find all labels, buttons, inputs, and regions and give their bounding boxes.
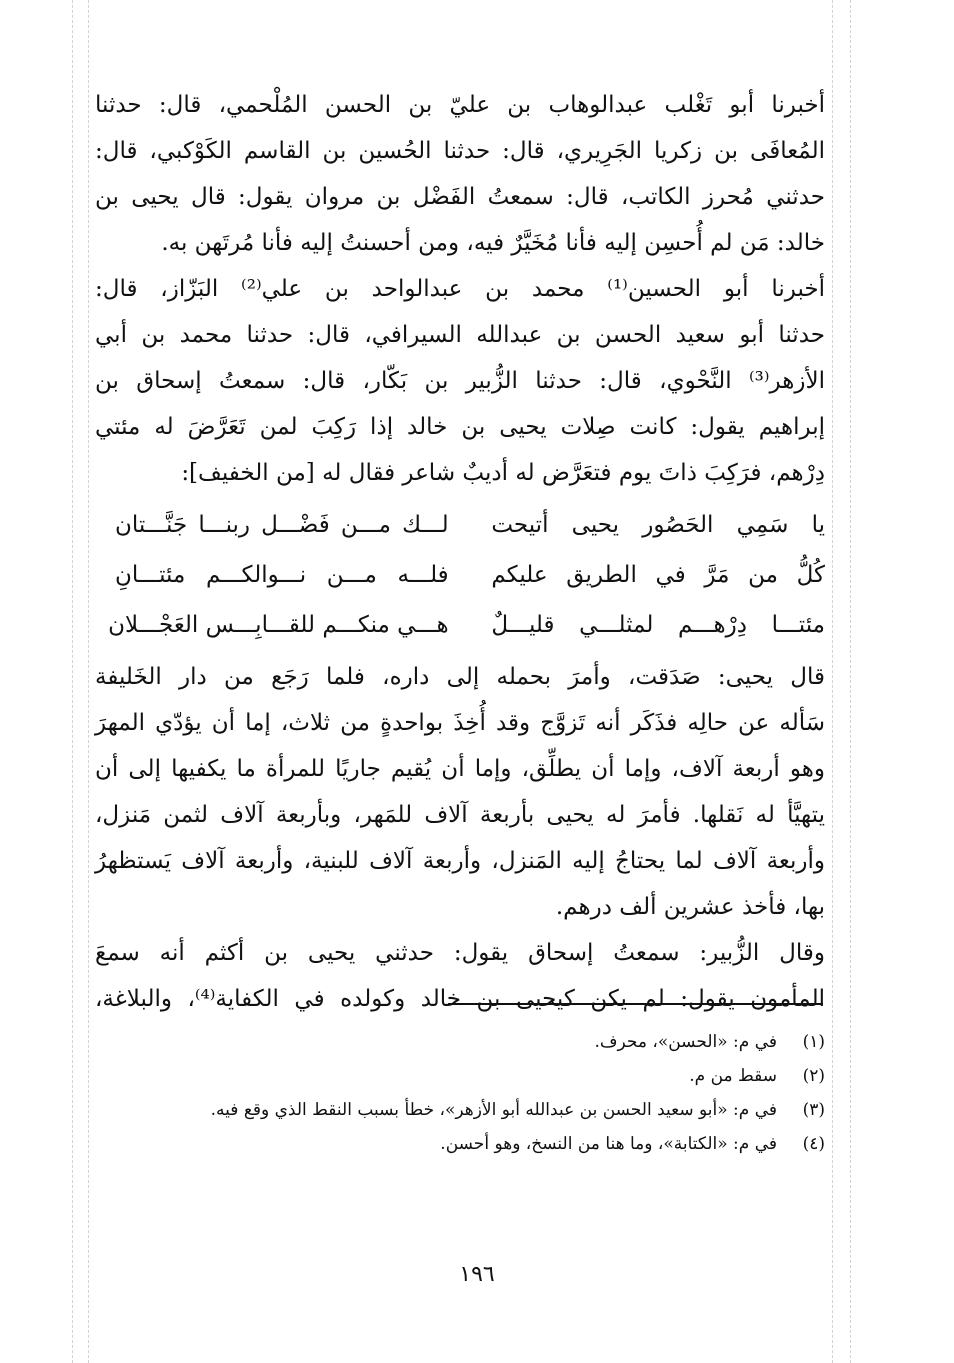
footnote-number: (٣) <box>802 1100 825 1120</box>
footnote-item <box>120 1127 825 1161</box>
text-line: وقال الزُّبير: سمعتُ إسحاق يقول: حدثني يحيى بن أكثم أنه سمعَ <box>95 940 825 966</box>
text-line: سَأله عن حالِه فذَكَر أنه تَزوَّج وقد أُخِذَ بواحدةٍ من ثلاث، إما أن يؤدّي المهرَ <box>95 710 825 736</box>
text-line: وهو أربعة آلاف، وإما أن يطلِّق، وإما أن يُقيم جاريًا للمرأة ما يكفيها إلى أن <box>95 756 825 782</box>
margin-guide-right-inner <box>832 0 833 1363</box>
text-line: خالد: مَن لم أُحسِن إليه فأنا مُخَيَّرٌ فيه، ومن أحسنتُ إليه فأنا مُرتَهن به. <box>161 230 825 256</box>
footnote-text: في م: «أبو سعيد الحسن بن عبدالله أبو الأزهر»، خطأ بسبب النقط الذي وقع فيه. <box>210 1100 777 1120</box>
page-number: ١٩٦ <box>459 1262 495 1287</box>
paragraph-3 <box>95 654 825 930</box>
verse-second-hemistich: فلـــه مـــن نـــوالكـــم مئتـــانِ <box>115 562 449 588</box>
footnote-item <box>120 1025 825 1059</box>
footnote-item <box>120 1059 825 1093</box>
text-line: دِرْهم، فرَكِبَ ذاتَ يوم فتعَرَّض له أديبٌ شاعر فقال له [من الخفيف]: <box>181 460 825 486</box>
text-line: حدثني مُحرز الكاتب، قال: سمعتُ الفَضْل بن مروان يقول: قال يحيى بن <box>95 184 825 210</box>
main-text <box>95 82 825 1022</box>
footnote-number: (٤) <box>802 1134 825 1154</box>
footnote-text: سقط من م. <box>689 1066 777 1086</box>
paragraph-2 <box>95 266 825 496</box>
text-line: إبراهيم يقول: كانت صِلات يحيى بن خالد إذا رَكِبَ لمن تَعَرَّضَ له مئتي <box>95 414 825 440</box>
text-line: وأربعة آلاف لما يحتاجُ إليه المَنزل، وأربعة آلاف للبنية، وأربعة آلاف يَستظهرُ <box>95 848 825 874</box>
margin-guide-right <box>850 0 851 1363</box>
margin-guide-left <box>72 0 73 1363</box>
verse-second-hemistich: هـــي منكـــم للقـــابِـــس العَجْـــلان <box>108 612 449 638</box>
text-line: قال يحيى: صَدَقت، وأمرَ بحمله إلى داره، فلما رَجَع من دار الخَليفة <box>95 664 825 690</box>
paragraph-4 <box>95 930 825 1022</box>
text-line: المُعافَى بن زكريا الجَرِيري، قال: حدثنا الحُسين بن القاسم الكَوْكبي، قال: <box>95 138 825 164</box>
poem <box>95 500 825 650</box>
footnote-item <box>120 1093 825 1127</box>
text-line: يتهيَّأ له نَقلها. فأمرَ له يحيى بأربعة آلاف للمَهر، وبأربعة آلاف لثمن مَنزل، <box>95 802 825 828</box>
poem-verse <box>95 500 825 550</box>
footnote-separator <box>448 1003 823 1005</box>
verse-first-hemistich: مئتـــا دِرْهـــم لمثلـــي قليـــلٌ <box>491 612 825 638</box>
verse-second-hemistich: لـــك مـــن فَضْـــل ربنـــا جَنَّـــتان <box>115 512 449 538</box>
margin-guide-left-inner <box>88 0 89 1363</box>
poem-verse <box>95 600 825 650</box>
text-line: أخبرنا أبو الحسين⁽¹⁾ محمد بن عبدالواحد بن علي⁽²⁾ البَزّاز، قال: <box>95 276 825 302</box>
text-line: الأزهر⁽³⁾ النَّحْوي، قال: حدثنا الزُّبير بن بَكّار، قال: سمعتُ إسحاق بن <box>95 368 825 394</box>
footnote-number: (٢) <box>802 1066 825 1086</box>
text-line: المأمون يقول: لم يكن كيحيى بن خالد وكولده في الكفاية⁽⁴⁾، والبلاغة، <box>95 986 825 1012</box>
footnote-text: في م: «الكتابة»، وما هنا من النسخ، وهو أحسن. <box>440 1134 777 1154</box>
footnotes <box>120 1025 825 1161</box>
poem-verse <box>95 550 825 600</box>
text-line: بها، فأخذ عشرين ألف درهم. <box>555 894 825 920</box>
verse-first-hemistich: كُلُّ من مَرَّ في الطريق عليكم <box>491 562 825 588</box>
footnote-text: في م: «الحسن»، محرف. <box>594 1032 777 1052</box>
verse-first-hemistich: يا سَمِي الحَصُور يحيى أتيحت <box>491 512 825 538</box>
text-line: حدثنا أبو سعيد الحسن بن عبدالله السيرافي، قال: حدثنا محمد بن أبي <box>95 322 825 348</box>
text-line: أخبرنا أبو تَغْلب عبدالوهاب بن عليّ بن الحسن المُلْحمي، قال: حدثنا <box>95 92 825 118</box>
footnote-number: (١) <box>802 1032 825 1052</box>
paragraph-1 <box>95 82 825 266</box>
